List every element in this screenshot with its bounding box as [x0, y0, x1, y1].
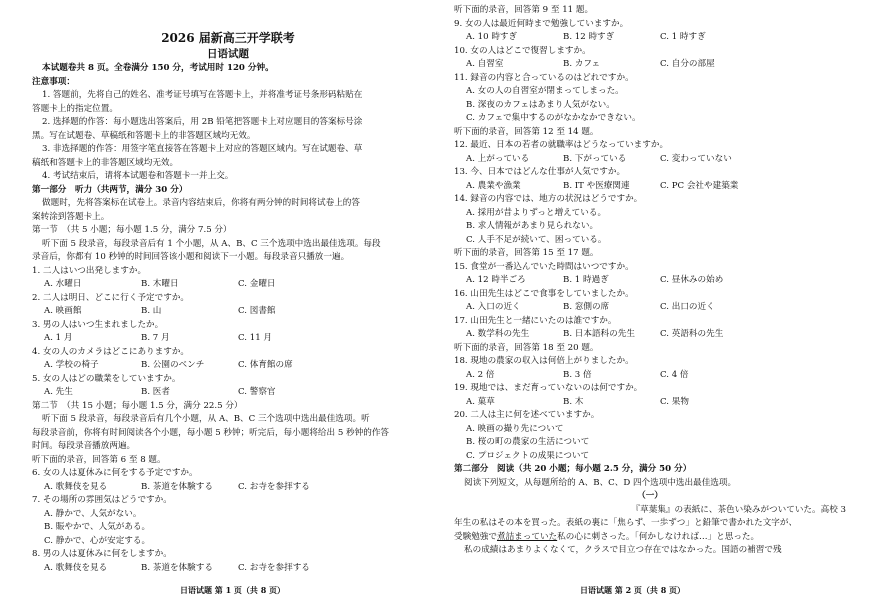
question-stem: 16. 山田先生はどこで食事をしていましたか。 — [454, 288, 634, 299]
answer-choice: C. 体育館の席 — [238, 360, 293, 370]
answer-choice: B. 求人情報があまり見られない。 — [466, 221, 599, 231]
note-line: 1. 答题前，先将自己的姓名、准考证号填写在答题卡上，并将准考证号条形码粘贴在 — [42, 90, 363, 100]
question-stem: 18. 現地の農家の収入は何倍上がりましたか。 — [454, 356, 634, 366]
exam-title: 2026 届新高三开学联考 — [161, 31, 295, 45]
answer-choice: A. 女の人の自習室が閉まってしまった。 — [466, 86, 624, 96]
answer-choice: C. カフェで集中するのがなかなかできない。 — [466, 113, 641, 123]
answer-choice: C. 1 時すぎ — [660, 32, 706, 42]
answer-choice: A. 数学科の先生 — [466, 329, 530, 339]
question-stem: 4. 女の人のカメラはどこにありますか。 — [32, 346, 190, 357]
passage-text: 受験勉強で — [454, 531, 497, 542]
question-list-section2 — [32, 454, 424, 576]
answer-choice: C. 人手不足が続いて、困っている。 — [466, 234, 607, 245]
answer-choice: C. 出口の近く — [660, 302, 715, 312]
note-line: 黑。写在试题卷、草稿纸和答题卡上的非答题区域均无效。 — [32, 130, 256, 141]
notes-heading: 注意事项： — [32, 76, 75, 87]
note-line: 答题卡上的指定位置。 — [32, 103, 118, 114]
answer-choice: C. 4 倍 — [660, 369, 689, 380]
passage-underlined-text: 煮詰まっていた — [496, 531, 558, 542]
answer-choice: A. 水曜日 — [44, 279, 82, 289]
answer-choice: A. 上がっている — [466, 153, 530, 164]
listening-instruction: 听下面的录音，回答第 6 至 8 题。 — [32, 454, 166, 465]
note-line: 3. 非选择题的作答：用签字笔直接答在答题卡上对应的答题区域内。写在试题卷、草 — [42, 144, 363, 154]
answer-choice: C. 警察官 — [238, 387, 276, 397]
answer-choice: B. 12 時すぎ — [563, 32, 615, 42]
answer-choice: B. 山 — [141, 306, 162, 316]
question-stem: 19. 現地では、まだ育っていないのは何ですか。 — [454, 383, 643, 393]
answer-choice: B. 3 倍 — [563, 369, 592, 380]
answer-choice: A. 12 時半ごろ — [466, 275, 526, 285]
question-stem: 20. 二人は主に何を述べていますか。 — [454, 410, 600, 420]
answer-choice: B. 木曜日 — [141, 279, 179, 289]
listening-instruction: 听下面的录音，回答第 9 至 11 题。 — [454, 5, 594, 15]
answer-choice: A. 歌舞伎を見る — [44, 481, 108, 492]
question-stem: 11. 録音の内容と合っているのはどれですか。 — [454, 72, 634, 83]
answer-choice: A. 2 倍 — [466, 369, 495, 380]
answer-choice: B. 桜の町の農家の生活について — [466, 437, 590, 447]
section2-desc: 听下面 5 段录音，每段录音后有几个小题，从 A、B、C 三个选项中选出最佳选项。听 — [42, 414, 370, 424]
exam-subtitle: 日语试题 — [207, 48, 249, 60]
listening-instruction: 听下面的录音，回答第 15 至 17 题。 — [454, 248, 599, 258]
answer-choice: A. 静かで、人気がない。 — [44, 508, 142, 519]
part1-desc: 案转涂到答题卡上。 — [32, 211, 110, 222]
answer-choice: A. 映画の撮り先について — [466, 423, 564, 434]
answer-choices-row — [454, 301, 846, 315]
answer-choice: B. 木 — [563, 396, 584, 407]
answer-choice: A. 入口の近く — [466, 302, 521, 312]
answer-choices-row — [454, 153, 846, 167]
answer-choice: C. プロジェクトの成果について — [466, 450, 590, 461]
answer-choices-row — [454, 180, 846, 194]
answer-choices-row — [454, 369, 846, 383]
answer-choice: C. 英語科の先生 — [660, 329, 724, 339]
answer-choices-row — [32, 332, 424, 346]
exam-info: 本试题卷共 8 页。全卷满分 150 分，考试用时 120 分钟。 — [42, 63, 274, 73]
question-stem: 14. 録音の内容では、地方の状況はどうですか。 — [454, 194, 643, 204]
passage-line: 『草葉集』の表紙に、茶色い染みがついていた。高校 3 — [631, 504, 846, 515]
question-stem: 9. 女の人は最近何時まで勉強していますか。 — [454, 18, 629, 29]
answer-choice: A. 先生 — [44, 387, 73, 397]
passage-line — [454, 531, 846, 545]
answer-choice: C. 昼休みの始め — [660, 275, 724, 285]
note-line: 4. 考试结束后，请将本试题卷和答题卡一并上交。 — [42, 171, 234, 181]
answer-choice: A. 映画館 — [44, 306, 82, 316]
answer-choice: B. 茶道を体験する — [141, 562, 213, 573]
answer-choice: A. 学校の椅子 — [44, 360, 99, 370]
answer-choice: C. PC 会社や建築業 — [660, 180, 739, 191]
answer-choice: A. 歌舞伎を見る — [44, 562, 108, 573]
answer-choice: A. 菓草 — [466, 396, 495, 407]
section2-heading: 第二节 （共 15 小题；每小题 1.5 分，满分 22.5 分） — [32, 400, 243, 411]
question-stem: 1. 二人はいつ出発しますか。 — [32, 265, 147, 276]
question-list-section1 — [32, 265, 424, 400]
listening-instruction: 听下面的录音，回答第 12 至 14 题。 — [454, 126, 599, 137]
answer-choice: B. 窓側の席 — [563, 302, 610, 312]
answer-choices-row — [454, 58, 846, 72]
section1-desc: 听下面 5 段录音，每段录音后有 1 个小题，从 A、B、C 三个选项中选出最佳选项。每段 — [42, 238, 381, 249]
answer-choice: B. 医者 — [141, 387, 170, 397]
answer-choice: A. 採用が昔よりずっと増えている。 — [466, 207, 607, 218]
page-footer-right: 日语试题 第 2 页（共 8 页） — [580, 585, 686, 595]
answer-choices-row — [32, 359, 424, 373]
question-stem: 17. 山田先生と一緒にいたのは誰ですか。 — [454, 315, 617, 326]
left-page-column — [32, 4, 424, 575]
passage-line: 私の成績はあまりよくなくて，クラスで目立つ存在ではなかった。国語の補習で残 — [464, 545, 782, 555]
answer-choice: A. 10 時すぎ — [466, 32, 518, 42]
question-stem: 6. 女の人は夏休みに何をする予定ですか。 — [32, 468, 198, 478]
answer-choices-row — [32, 481, 424, 495]
answer-choices-row — [454, 328, 846, 342]
reading-section-label: （一） — [637, 491, 663, 501]
question-stem: 5. 女の人はどの職業をしていますか。 — [32, 373, 181, 384]
answer-choice: C. 変わっていない — [660, 153, 732, 164]
answer-choices-row — [32, 278, 424, 292]
section1-heading: 第一节 （共 5 小题；每小题 1.5 分，满分 7.5 分） — [32, 225, 232, 235]
question-list-right — [454, 4, 846, 463]
answer-choice: C. 自分の部屋 — [660, 59, 715, 69]
answer-choice: B. 茶道を体験する — [141, 481, 213, 492]
note-line: 2. 选择题的作答：每小题选出答案后，用 2B 铅笔把答题卡上对应题目的答案标号涂 — [42, 117, 363, 127]
listening-instruction: 听下面的录音，回答第 18 至 20 题。 — [454, 342, 599, 353]
question-stem: 2. 二人は明日、どこに行く予定ですか。 — [32, 292, 190, 303]
passage-text: 私の心に刺さった。「何かしなければ…」と思った。 — [557, 531, 760, 542]
section1-desc: 录音后，你都有 10 秒钟的时间回答该小题和阅读下一小题。每段录音只播放一遍。 — [32, 252, 350, 262]
part1-heading: 第一部分 听力（共两节，满分 30 分） — [32, 184, 188, 195]
answer-choice: C. 11 月 — [238, 333, 272, 343]
answer-choice: C. お寺を参拝する — [238, 481, 310, 492]
answer-choice: C. 静かで、心が安定する。 — [44, 535, 151, 546]
answer-choice: C. 図書館 — [238, 306, 276, 316]
answer-choice: B. 日本語科の先生 — [563, 329, 635, 339]
answer-choice: B. 7 月 — [141, 333, 170, 343]
question-stem: 15. 食堂が一番込んでいた時間はいつですか。 — [454, 261, 634, 272]
answer-choice: A. 1 月 — [44, 333, 73, 343]
question-stem: 13. 今、日本ではどんな仕事が人気ですか。 — [454, 167, 626, 177]
answer-choice: B. 賑やかで、人気がある。 — [44, 522, 151, 532]
question-stem: 7. その場所の雰囲気はどうですか。 — [32, 495, 172, 505]
section2-desc: 时间。每段录音播放两遍。 — [32, 441, 136, 451]
answer-choices-row — [454, 396, 846, 410]
question-stem: 8. 男の人は夏休みに何をしますか。 — [32, 549, 172, 559]
question-stem: 3. 男の人はいつ生まれましたか。 — [32, 319, 164, 330]
answer-choice: C. 金曜日 — [238, 279, 276, 289]
answer-choice: B. 1 時過ぎ — [563, 275, 609, 285]
page-footer-left: 日语试题 第 1 页（共 8 页） — [180, 585, 286, 595]
answer-choice: A. 農業や漁業 — [466, 180, 521, 191]
answer-choice: B. 公園のベンチ — [141, 360, 205, 370]
answer-choices-row — [32, 305, 424, 319]
part2-desc: 阅读下列短文，从每题所给的 A、B、C、D 四个选项中选出最佳选项。 — [464, 477, 737, 488]
answer-choice: B. 深夜のカフェはあまり人気がない。 — [466, 99, 615, 110]
answer-choices-row — [454, 274, 846, 288]
answer-choice: B. 下がっている — [563, 153, 627, 164]
note-line: 稿纸和答题卡上的非答题区域均无效。 — [32, 157, 179, 168]
part1-desc: 做题时，先将答案标在试卷上。录音内容结束后，你将有两分钟的时间将试卷上的答 — [42, 198, 360, 208]
question-stem: 12. 最近、日本の若者の就職率はどうなっていますか。 — [454, 140, 669, 150]
answer-choices-row — [32, 386, 424, 400]
section2-desc: 每段录音前，你将有时间阅读各个小题，每小题 5 秒钟；听完后，每小题将给出 5 秒钟的作答 — [32, 427, 390, 438]
answer-choice: C. 果物 — [660, 396, 689, 407]
answer-choice: C. お寺を参拝する — [238, 562, 310, 573]
answer-choices-row — [454, 31, 846, 45]
part2-heading: 第二部分 阅读（共 20 小题；每小题 2.5 分，满分 50 分） — [454, 464, 692, 474]
answer-choices-row — [32, 562, 424, 576]
answer-choice: A. 自習室 — [466, 59, 504, 69]
passage-line: 年生の私はその本を買った。表紙の裏に「焦らず、一歩ずつ」と鉛筆で書かれた文字が、 — [454, 518, 798, 528]
right-page-column — [454, 4, 846, 558]
answer-choice: B. カフェ — [563, 59, 601, 69]
answer-choice: B. IT や医療関連 — [563, 180, 630, 191]
question-stem: 10. 女の人はどこで復習しますか。 — [454, 45, 591, 56]
